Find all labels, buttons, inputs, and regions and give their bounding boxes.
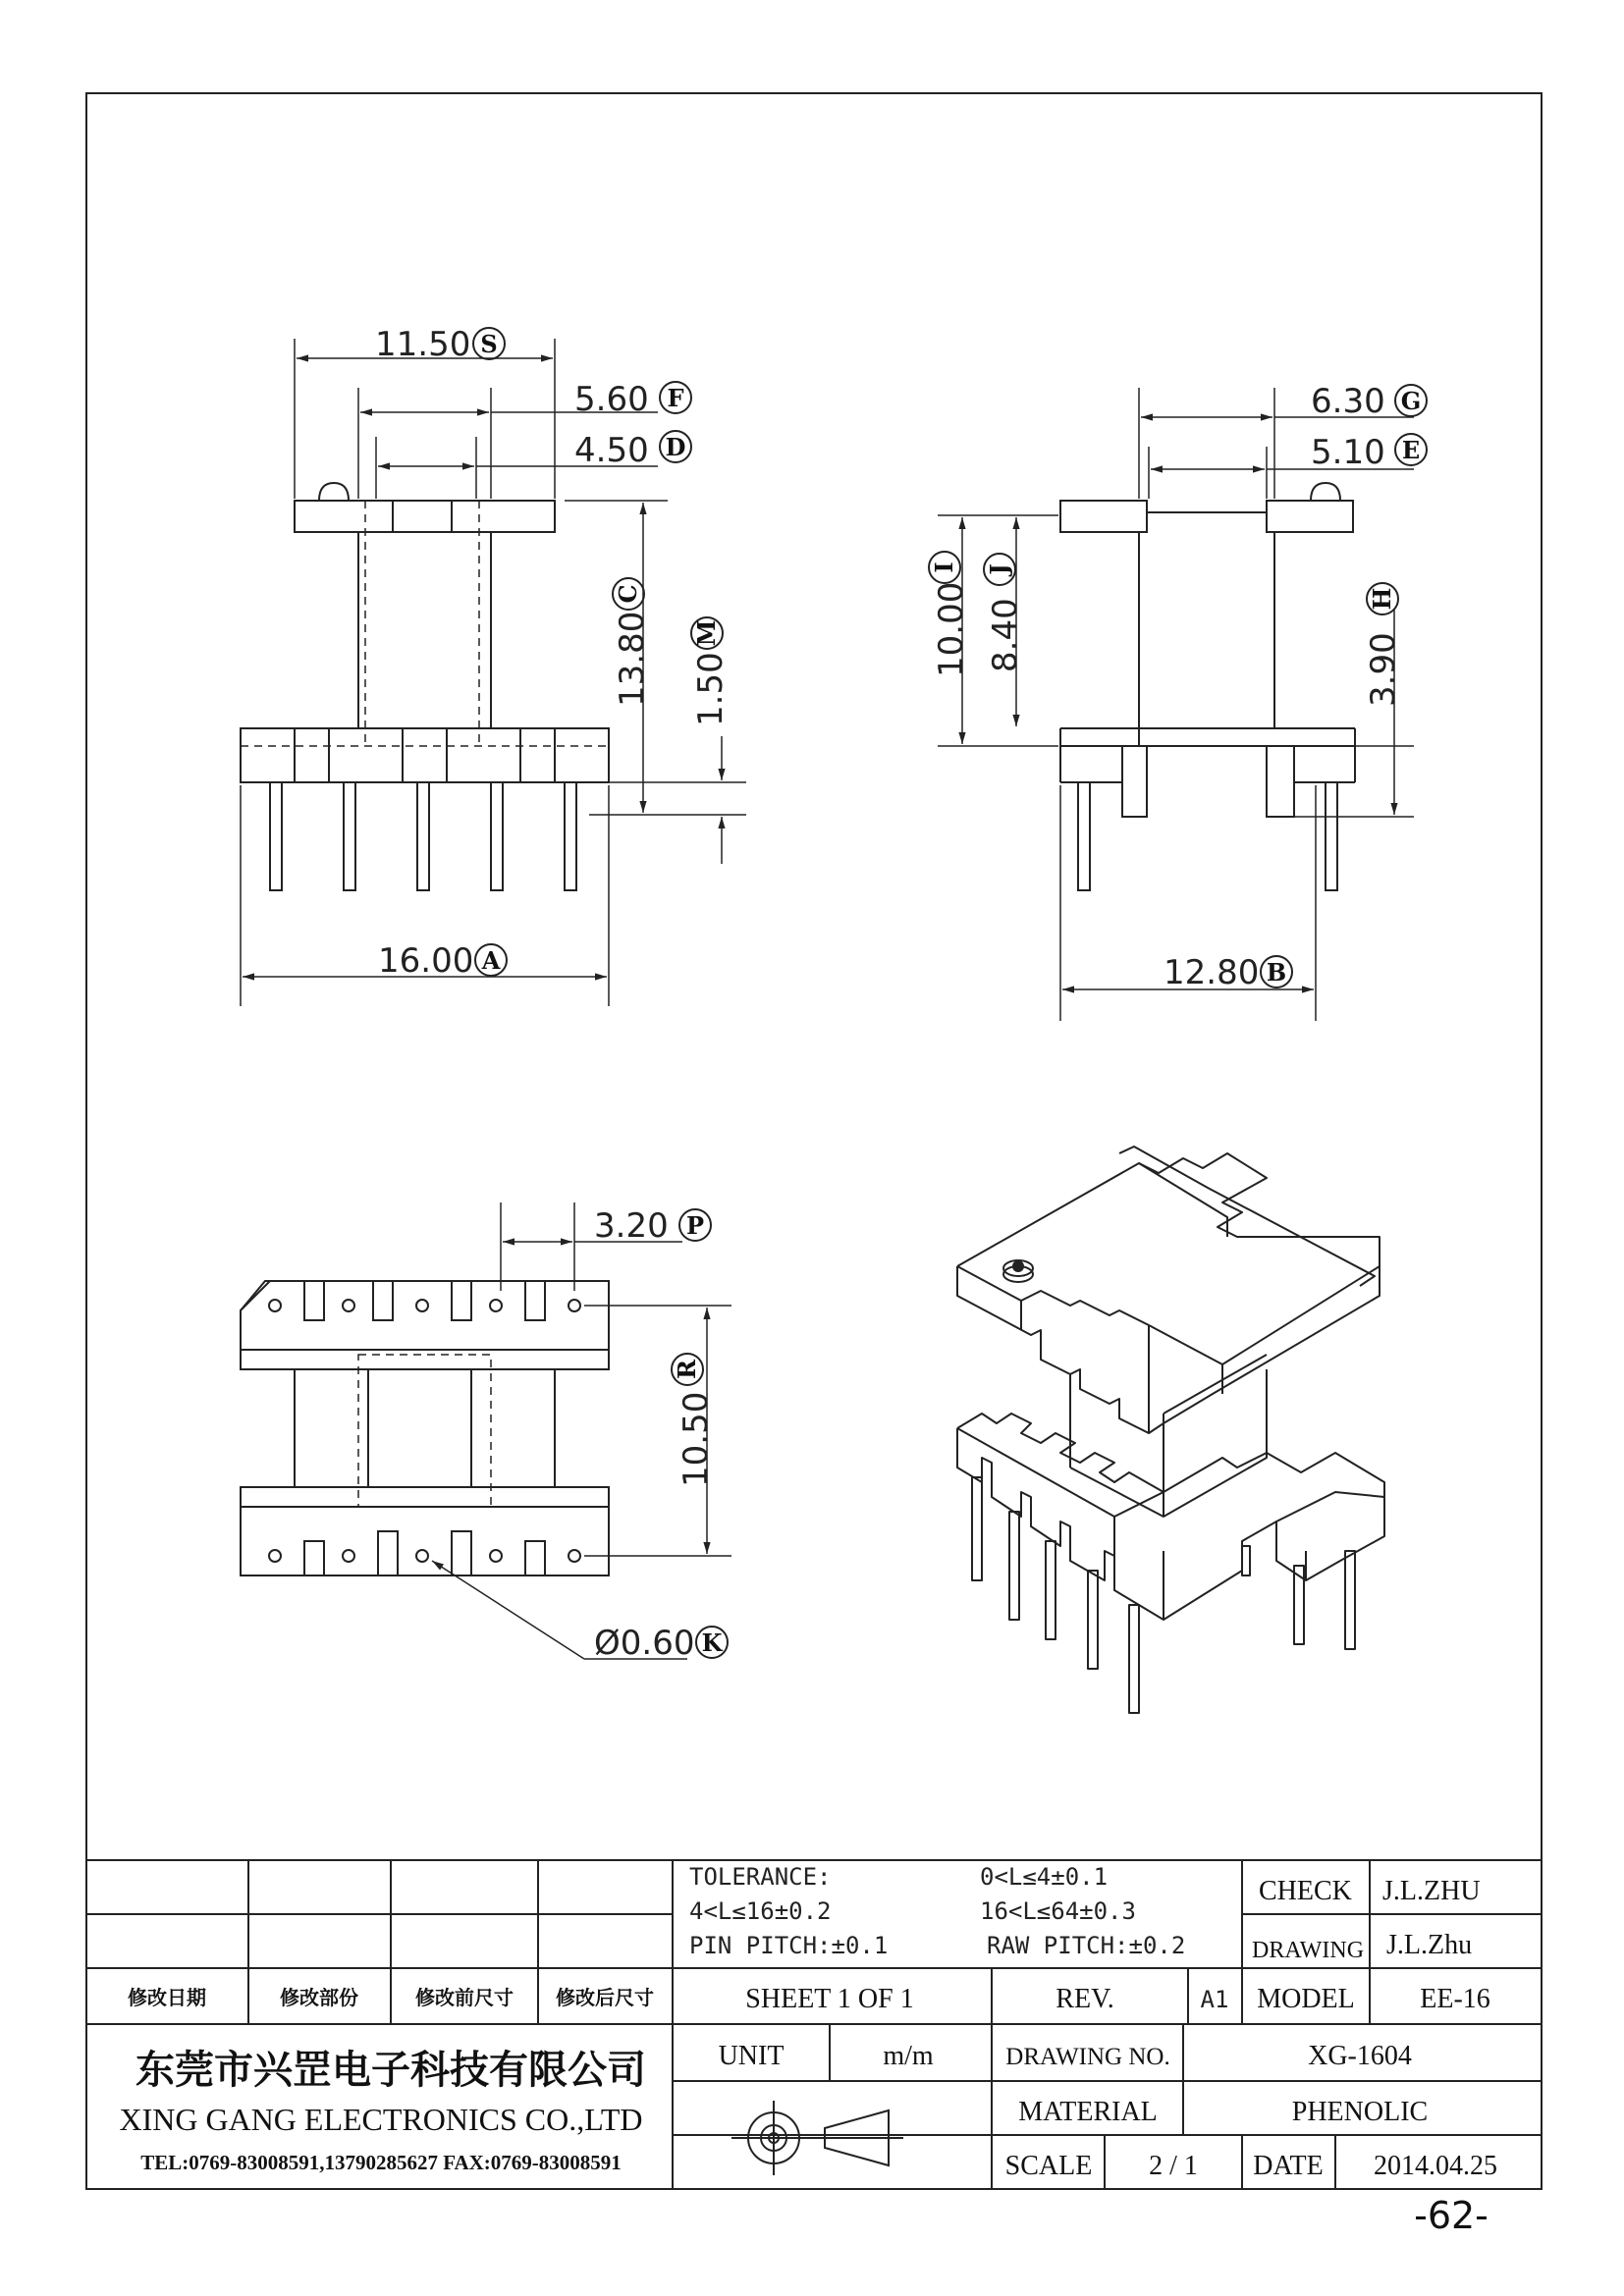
dim-value-e: 5.10	[1311, 433, 1385, 472]
unit-label: UNIT	[718, 2041, 785, 2071]
date-label: DATE	[1253, 2151, 1324, 2181]
dim-letter-h: H	[1368, 587, 1396, 611]
dim-letter-a: A	[481, 946, 501, 975]
dim-letter-b: B	[1266, 958, 1287, 987]
company-name-cn: 东莞市兴罡电子科技有限公司	[135, 2048, 646, 2093]
pin-pitch: PIN PITCH:±0.1	[689, 1932, 889, 1959]
material-value: PHENOLIC	[1291, 2097, 1429, 2127]
date-value: 2014.04.25	[1374, 2151, 1497, 2181]
company-name-en: XING GANG ELECTRONICS CO.,LTD	[119, 2102, 643, 2137]
raw-pitch: RAW PITCH:±0.2	[987, 1932, 1186, 1959]
check-value: J.L.ZHU	[1382, 1876, 1481, 1906]
drawing-value: J.L.Zhu	[1386, 1930, 1473, 1960]
drawing-no-value: XG-1604	[1308, 2041, 1412, 2071]
dim-value-d: 4.50	[574, 431, 649, 470]
dim-value-i: 10.00	[932, 581, 971, 677]
tolerance-range-3: 16<L≤64±0.3	[980, 1897, 1136, 1925]
dim-letter-c: C	[614, 584, 642, 604]
dim-value-b: 12.80	[1164, 953, 1260, 992]
model-label: MODEL	[1257, 1984, 1355, 2014]
dim-value-k: Ø0.60	[594, 1624, 695, 1663]
dim-value-g: 6.30	[1311, 382, 1385, 421]
unit-value: m/m	[883, 2041, 934, 2071]
tolerance-range-1: 0<L≤4±0.1	[980, 1863, 1109, 1891]
dim-value-a: 16.00	[378, 941, 474, 981]
company-contact: TEL:0769-83008591,13790285627 FAX:0769-83008591	[140, 2151, 622, 2174]
projection-symbol-icon	[731, 2101, 903, 2175]
bottom-view	[241, 1281, 609, 1575]
dim-value-m: 1.50	[691, 652, 731, 726]
side-view	[1060, 483, 1355, 890]
dim-letter-s: S	[480, 330, 498, 358]
dim-letter-e: E	[1401, 436, 1421, 464]
dim-letter-i: I	[930, 561, 958, 573]
rev-header-date: 修改日期	[128, 1986, 206, 2009]
dim-letter-r: R	[673, 1360, 701, 1379]
scale-value: 2 / 1	[1149, 2151, 1198, 2181]
model-value: EE-16	[1420, 1984, 1490, 2014]
sheet-info: SHEET 1 OF 1	[745, 1984, 914, 2014]
front-view	[241, 483, 609, 890]
dim-value-c: 13.80	[613, 611, 652, 707]
material-label: MATERIAL	[1018, 2097, 1158, 2127]
tolerance-range-2: 4<L≤16±0.2	[689, 1897, 832, 1925]
dim-letter-j: J	[985, 563, 1013, 575]
rev-value: A1	[1200, 1986, 1229, 2013]
dim-value-f: 5.60	[574, 380, 649, 419]
isometric-view	[957, 1147, 1384, 1713]
rev-label: REV.	[1056, 1984, 1114, 2014]
rev-header-part: 修改部份	[280, 1986, 358, 2009]
dim-letter-f: F	[667, 384, 684, 412]
tolerance-label: TOLERANCE:	[689, 1863, 832, 1891]
drawing-no-label: DRAWING NO.	[1005, 2044, 1170, 2070]
dim-letter-m: M	[692, 619, 721, 647]
dim-letter-k: K	[701, 1629, 723, 1657]
dim-letter-p: P	[685, 1211, 705, 1240]
dim-value-p: 3.20	[594, 1206, 669, 1246]
drawing-label: DRAWING	[1252, 1938, 1365, 1963]
rev-header-after: 修改后尺寸	[556, 1986, 654, 2009]
dim-value-h: 3.90	[1364, 632, 1403, 707]
page-number: -62-	[1414, 2194, 1489, 2237]
dim-value-r: 10.50	[677, 1391, 716, 1487]
dim-letter-d: D	[665, 433, 686, 461]
scale-label: SCALE	[1004, 2151, 1093, 2181]
dim-value-s: 11.50	[375, 325, 471, 364]
check-label: CHECK	[1259, 1876, 1352, 1906]
dim-value-j: 8.40	[986, 598, 1025, 672]
rev-header-before: 修改前尺寸	[415, 1986, 514, 2009]
dim-letter-g: G	[1400, 387, 1422, 415]
